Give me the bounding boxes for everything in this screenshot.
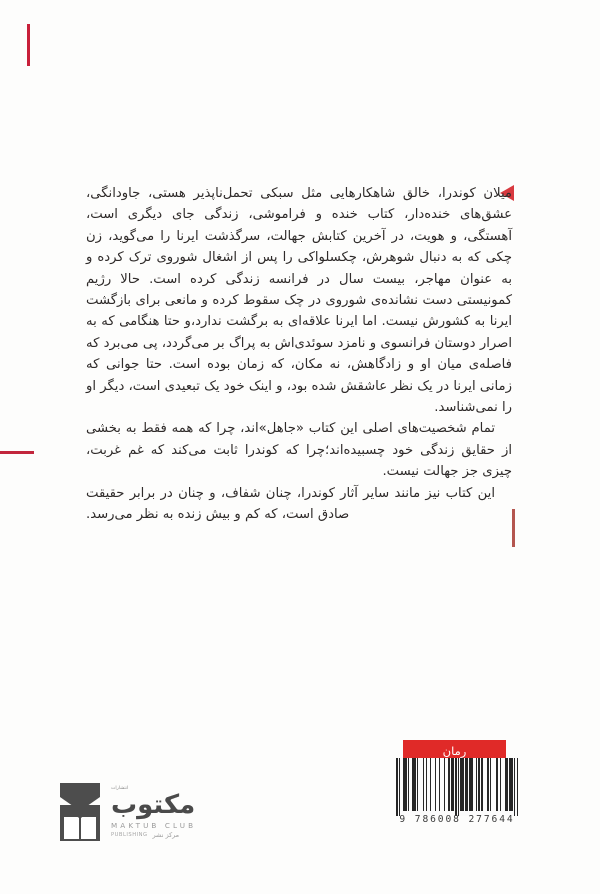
genre-badge-label: رمان [442,743,467,758]
barcode-digits: 9 786008 277644 [399,814,515,825]
publisher-logo [58,779,208,851]
publisher-name-fa: مکتوب [111,790,196,820]
blurb-paragraph: تمام شخصیت‌های اصلی این کتاب «جاهل»اند، چرا که همه فقط به بخشی از حقایق زندگی خود چسبیده‌اند؛چرا که کوندرا ثابت می‌کند که غم غربت، چیزی جز جهالت نیست. [86,421,512,480]
decor-mid-right-rule [512,509,515,547]
barcode-bars [396,758,518,816]
publisher-name-latin: MAKTUB CLUB [111,821,197,830]
book-emblem-icon [58,781,102,843]
decor-top-left-rule [27,24,30,66]
blurb-paragraph: این کتاب نیز مانند سایر آثار کوندرا، چنان شفاف، و چنان در برابر حقیقت صادق است، که کم و بیش زنده به نظر می‌رسد. [86,485,495,523]
publisher-sub-fa: مرکز نشر [152,831,180,839]
back-cover-blurb [86,183,512,526]
publisher-subline [111,831,179,839]
publisher-wordmark [111,786,196,839]
decor-mid-left-rule [0,451,34,454]
blurb-paragraph: میلان کوندرا، خالق شاهکارهایی مثل سبکی تحمل‌ناپذیر هستی، جاودانگی، عشق‌های خنده‌دار، کتاب خنده و فراموشی، زندگی جای دیگری است، آهستگی، و هویت، در آخرین کتابش جهالت، سرگذشت ایرنا را می‌گوید، زن چکی که به دنبال شوهرش، چکسلواکی را پس از اشغال شوروی ترک کرده و به عنوان مهاجر، بیست سال در فرانسه زندگی کرده است. حالا رژیم کمونیستی دست نشانده‌ی شوروی در چک سقوط کرده و مانعی برای بازگشت ایرنا به کشورش نیست. اما ایرنا علاقه‌ای به برگشت ندارد،و حتا هنگامی که به اصرار دوستان فرانسوی و نامزد سوئدی‌اش به پراگ بر می‌گردد، پی می‌برد که فاصله‌ی میان او و زادگاهش، نه مکان، که زمان بوده است. حتا جوانی که زمانی ایرنا در یک نظر عاشقش شده بود، و اینک خود یک تبعیدی است، دیگر او را نمی‌شناسد. [86,186,512,416]
publisher-tiny-top: انتشارات [111,786,129,791]
barcode [396,758,518,834]
publisher-sub-latin: PUBLISHING [111,832,148,838]
